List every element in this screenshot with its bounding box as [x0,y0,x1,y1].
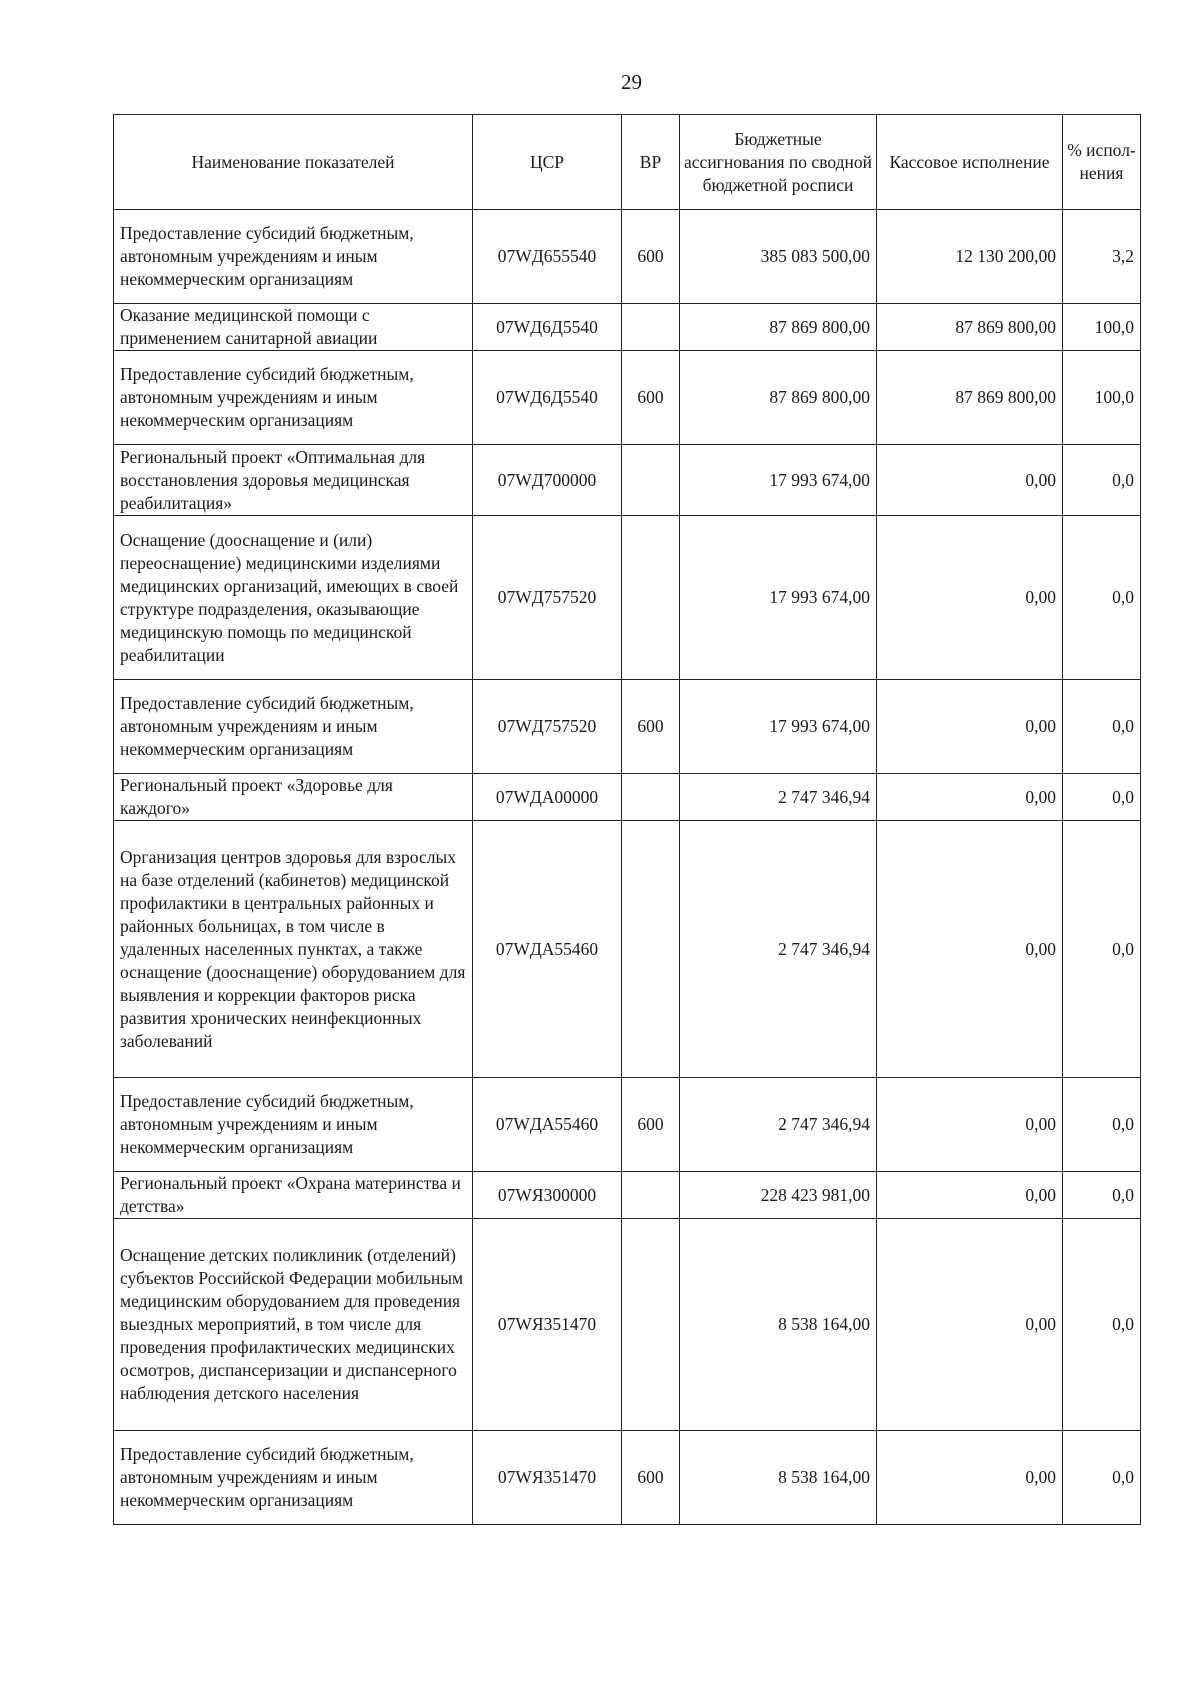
row-vr [622,774,680,821]
header-cash: Кассовое исполнение [877,115,1063,210]
table-row [114,1431,1141,1525]
table-row [114,1078,1141,1172]
header-vr: ВР [622,115,680,210]
row-percent: 0,0 [1063,821,1141,1078]
row-vr [622,1219,680,1431]
row-csr: 07WД757520 [473,516,622,680]
row-vr: 600 [622,351,680,445]
row-percent: 0,0 [1063,1078,1141,1172]
row-name: Организация центров здоровья для взрослых на базе отделений (кабинетов) медицинской профилактики в центральных районных и районных больницах, в том числе в удаленных населенных пунктах, а также оснащение (дооснащение) оборудованием для выявления и коррекции факторов риска развития хронических неинфекционных заболеваний [114,821,473,1078]
row-percent: 0,0 [1063,1219,1141,1431]
row-csr: 07WДА55460 [473,1078,622,1172]
row-percent: 0,0 [1063,445,1141,516]
row-budget: 87 869 800,00 [680,304,877,351]
row-budget: 385 083 500,00 [680,210,877,304]
header-csr: ЦСР [473,115,622,210]
row-cash: 0,00 [877,1219,1063,1431]
row-vr [622,821,680,1078]
row-vr [622,445,680,516]
row-cash: 0,00 [877,516,1063,680]
row-csr: 07WД655540 [473,210,622,304]
row-vr [622,304,680,351]
row-vr: 600 [622,1431,680,1525]
header-budget: Бюджетные ассигнования по сводной бюджетной росписи [680,115,877,210]
row-name: Оснащение детских поликлиник (отделений) субъектов Российской Федерации мобильным медицинским оборудованием для проведения выездных мероприятий, в том числе для проведения профилактических медицинских осмотров, диспансеризации и диспансерного наблюдения детского населения [114,1219,473,1431]
row-vr [622,1172,680,1219]
row-percent: 3,2 [1063,210,1141,304]
row-name: Региональный проект «Оптимальная для восстановления здоровья медицинская реабилитация» [114,445,473,516]
row-cash: 87 869 800,00 [877,304,1063,351]
row-cash: 0,00 [877,821,1063,1078]
row-csr: 07WДА00000 [473,774,622,821]
row-budget: 2 747 346,94 [680,774,877,821]
row-name: Предоставление субсидий бюджетным, автономным учреждениям и иным некоммерческим организациям [114,1431,473,1525]
row-csr: 07WЯ351470 [473,1219,622,1431]
row-percent: 100,0 [1063,304,1141,351]
row-csr: 07WД700000 [473,445,622,516]
table-row [114,516,1141,680]
table-row [114,351,1141,445]
row-name: Региональный проект «Здоровье для каждого» [114,774,473,821]
row-name: Региональный проект «Охрана материнства и детства» [114,1172,473,1219]
row-name: Предоставление субсидий бюджетным, автономным учреждениям и иным некоммерческим организациям [114,1078,473,1172]
row-budget: 2 747 346,94 [680,1078,877,1172]
row-budget: 17 993 674,00 [680,680,877,774]
header-name: Наименование показателей [114,115,473,210]
row-budget: 2 747 346,94 [680,821,877,1078]
table-row [114,1172,1141,1219]
row-name: Предоставление субсидий бюджетным, автономным учреждениям и иным некоммерческим организациям [114,351,473,445]
row-budget: 87 869 800,00 [680,351,877,445]
budget-table [113,114,1141,1525]
row-cash: 0,00 [877,1172,1063,1219]
row-csr: 07WЯ351470 [473,1431,622,1525]
row-vr: 600 [622,1078,680,1172]
row-budget: 8 538 164,00 [680,1219,877,1431]
row-percent: 0,0 [1063,516,1141,680]
table-row [114,445,1141,516]
row-budget: 17 993 674,00 [680,516,877,680]
row-name: Предоставление субсидий бюджетным, автономным учреждениям и иным некоммерческим организациям [114,210,473,304]
row-cash: 87 869 800,00 [877,351,1063,445]
row-vr: 600 [622,210,680,304]
table-row [114,680,1141,774]
row-name: Оказание медицинской помощи с применением санитарной авиации [114,304,473,351]
table-row [114,774,1141,821]
table-header-row [114,115,1141,210]
row-percent: 0,0 [1063,1431,1141,1525]
row-percent: 0,0 [1063,774,1141,821]
row-csr: 07WД6Д5540 [473,304,622,351]
row-cash: 12 130 200,00 [877,210,1063,304]
row-name: Предоставление субсидий бюджетным, автономным учреждениям и иным некоммерческим организациям [114,680,473,774]
page-number: 29 [621,70,642,94]
row-csr: 07WДА55460 [473,821,622,1078]
row-csr: 07WЯ300000 [473,1172,622,1219]
row-vr [622,516,680,680]
row-cash: 0,00 [877,680,1063,774]
table-row [114,210,1141,304]
row-budget: 228 423 981,00 [680,1172,877,1219]
row-name: Оснащение (дооснащение и (или) переоснащение) медицинскими изделиями медицинских организаций, имеющих в своей структуре подразделения, оказывающие медицинскую помощь по медицинской реабилитации [114,516,473,680]
row-cash: 0,00 [877,774,1063,821]
row-budget: 17 993 674,00 [680,445,877,516]
row-cash: 0,00 [877,1431,1063,1525]
table-row [114,304,1141,351]
row-percent: 100,0 [1063,351,1141,445]
table-row [114,1219,1141,1431]
row-budget: 8 538 164,00 [680,1431,877,1525]
row-cash: 0,00 [877,1078,1063,1172]
row-csr: 07WД757520 [473,680,622,774]
row-csr: 07WД6Д5540 [473,351,622,445]
header-percent: % испол-нения [1063,115,1141,210]
row-cash: 0,00 [877,445,1063,516]
row-percent: 0,0 [1063,1172,1141,1219]
table-row [114,821,1141,1078]
row-percent: 0,0 [1063,680,1141,774]
row-vr: 600 [622,680,680,774]
